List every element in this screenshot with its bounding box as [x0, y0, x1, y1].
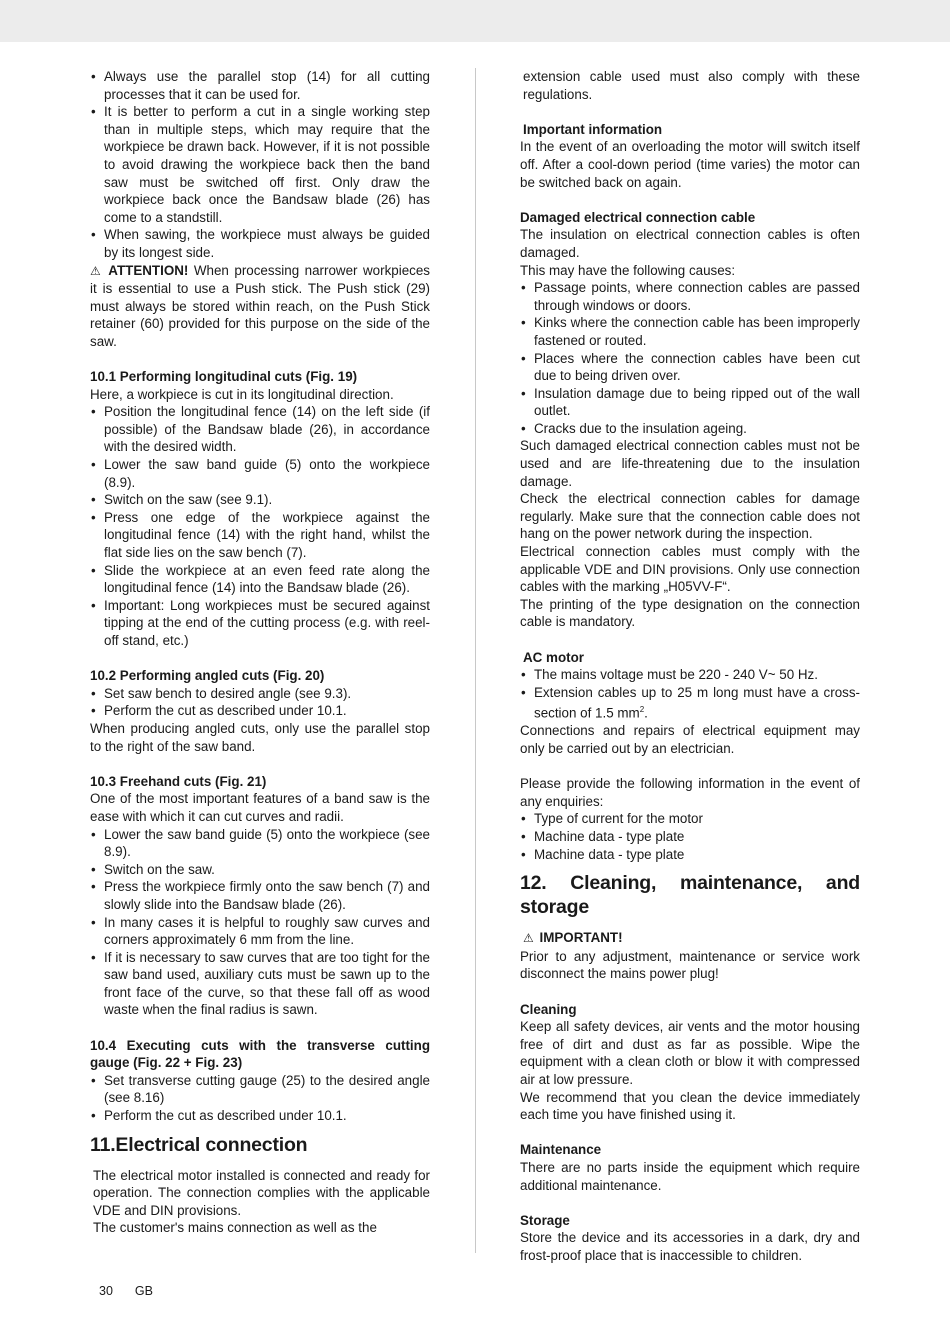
ac-motor-paragraph: Connections and repairs of electrical equipment may only be carried out by an electrician. — [520, 723, 860, 757]
section-12-heading: 12. Cleaning, maintenance, and storage — [520, 872, 860, 919]
storage-paragraph: Store the device and its accessories in a dark, dry and frost-proof place that is inaccessible to children. — [520, 1230, 860, 1263]
attention-paragraph — [90, 262, 430, 351]
page-number: 30 — [99, 1284, 113, 1298]
list-item: • Switch on the saw (see 9.1). — [90, 491, 430, 509]
damaged-cable-paragraph: Check the electrical connection cables for damage regularly. Make sure that the connection cable does not hang on the power network during the inspection. — [520, 491, 860, 542]
page-footer — [99, 1284, 175, 1298]
list-item: • Always use the parallel stop (14) for all cutting processes that it can be used for. — [90, 68, 430, 103]
list-item: • Set transverse cutting gauge (25) to the desired angle (see 8.16) — [90, 1072, 430, 1107]
damaged-cable-paragraph: The insulation on electrical connection cables is often damaged. — [520, 227, 860, 260]
list-item: • The mains voltage must be 220 - 240 V~ 50 Hz. — [520, 666, 860, 684]
ac-motor-list — [520, 666, 860, 722]
section-10-4-list — [90, 1072, 430, 1125]
section-10-1-intro: Here, a workpiece is cut in its longitudinal direction. — [90, 386, 394, 402]
list-item: • Machine data - type plate — [520, 846, 860, 864]
section-10-1-list — [90, 403, 430, 649]
list-item: • Press the workpiece firmly onto the saw bench (7) and slowly slide into the Bandsaw blade (26). — [90, 878, 430, 913]
attention-text: When processing narrower workpieces it is essential to use a Push stick. The Push stick (29) must always be stored within reach, on the Push Stick retainer (60) provided for this purpose on the side of the saw. — [90, 262, 430, 349]
list-item: • When sawing, the workpiece must always be guided by its longest side. — [90, 226, 430, 261]
maintenance-paragraph: There are no parts inside the equipment which require additional maintenance. — [520, 1159, 860, 1193]
section-10-4-title: 10.4 Executing cuts with the transverse cutting gauge (Fig. 22 + Fig. 23) — [90, 1037, 430, 1071]
section-11-heading: 11.Electrical connection — [90, 1133, 308, 1156]
section-10-1-title: 10.1 Performing longitudinal cuts (Fig. 19) — [90, 369, 358, 385]
list-item: • Perform the cut as described under 10.1. — [90, 702, 430, 720]
important-warning — [520, 929, 860, 948]
enquiries-paragraph: Please provide the following information in the event of any enquiries: — [520, 776, 860, 809]
list-item: • Perform the cut as described under 10.1. — [90, 1107, 430, 1125]
top-bar — [0, 0, 950, 42]
section-10-2-text: When producing angled cuts, only use the parallel stop to the right of the saw band. — [90, 720, 430, 754]
section-10-2-list — [90, 685, 430, 720]
ac-motor-title: AC motor — [523, 649, 584, 665]
right-column — [520, 68, 860, 1264]
list-item: • Places where the connection cables have been cut due to being driven over. — [520, 350, 860, 385]
warning-triangle-icon: ⚠ — [90, 263, 101, 278]
superscript: 2 — [639, 705, 645, 715]
section-10-3-intro: One of the most important features of a band saw is the ease with which it can cut curves and radii. — [90, 791, 430, 824]
list-item: • Cracks due to the insulation ageing. — [520, 420, 860, 438]
maintenance-title: Maintenance — [520, 1142, 602, 1158]
list-item: • Type of current for the motor — [520, 810, 860, 828]
continued-paragraph: extension cable used must also comply with these regulations. — [523, 69, 860, 102]
damaged-cable-paragraph: The printing of the type designation on the connection cable is mandatory. — [520, 596, 860, 630]
section-11-paragraph: The electrical motor installed is connected and ready for operation. The connection complies with the applicable VDE and DIN provisions. — [93, 1167, 430, 1218]
list-item: • If it is necessary to saw curves that are too tight for the saw band used, auxiliary cuts must be sawn up to the front face of the curve, so that these fall off as wood waste when the final radius is sawn. — [90, 949, 430, 1019]
cleaning-paragraph: We recommend that you clean the device immediately each time you have finished using it. — [520, 1089, 860, 1123]
ac-motor-cable-text: Extension cables up to 25 m long must have a cross-section of 1.5 mm — [534, 684, 860, 721]
damaged-cable-paragraph: This may have the following causes: — [520, 262, 736, 278]
important-text: Prior to any adjustment, maintenance or service work disconnect the mains power plug! — [520, 948, 860, 982]
warning-triangle-icon: ⚠ — [523, 931, 534, 946]
list-item: • Machine data - type plate — [520, 828, 860, 846]
column-divider — [475, 68, 476, 1253]
attention-label: ATTENTION! — [108, 262, 189, 278]
cleaning-title: Cleaning — [520, 1001, 577, 1017]
left-column — [90, 68, 430, 1237]
list-item: • Passage points, where connection cables are passed through windows or doors. — [520, 279, 860, 314]
damaged-cable-title: Damaged electrical connection cable — [520, 209, 756, 225]
list-item: • Position the longitudinal fence (14) on the left side (if possible) of the Bandsaw blade (26), in accordance with the desired width. — [90, 403, 430, 456]
section-10-2-title: 10.2 Performing angled cuts (Fig. 20) — [90, 668, 325, 684]
section-10-3-title: 10.3 Freehand cuts (Fig. 21) — [90, 773, 267, 789]
enquiries-list — [520, 810, 860, 863]
damaged-cable-paragraph: Such damaged electrical connection cables must not be used and are life-threatening due to the insulation damage. — [520, 438, 860, 489]
important-label: IMPORTANT! — [539, 930, 623, 946]
section-11-paragraph-cont: The customer's mains connection as well as the — [93, 1220, 377, 1236]
list-item — [520, 684, 860, 723]
language-code: GB — [134, 1284, 153, 1298]
list-item: • Kinks where the connection cable has been improperly fastened or routed. — [520, 314, 860, 349]
list-item: • Lower the saw band guide (5) onto the workpiece (see 8.9). — [90, 826, 430, 861]
list-item: • Important: Long workpieces must be secured against tipping at the end of the cutting process (e.g. with reel-off stand, etc.) — [90, 597, 430, 650]
storage-title: Storage — [520, 1212, 570, 1228]
important-information-title: Important information — [523, 121, 663, 137]
ac-motor-cable-end: . — [644, 705, 648, 721]
list-item: • Press one edge of the workpiece against the longitudinal fence (14) with the right hand, whilst the flat side lies on the saw bench (7). — [90, 509, 430, 562]
list-item: • Switch on the saw. — [90, 861, 430, 879]
section-10-3-list — [90, 826, 430, 1020]
cleaning-paragraph: Keep all safety devices, air vents and the motor housing free of dirt and dust as far as possible. Wipe the equipment with a clean cloth or blow it with compressed air at low pressure. — [520, 1019, 860, 1087]
damaged-cable-paragraph: Electrical connection cables must comply with the applicable VDE and DIN provisions. Only use connection cables with the marking „H05VV-F“. — [520, 544, 860, 595]
list-item: • It is better to perform a cut in a single working step than in multiple steps, which may require that the workpiece be drawn back. However, if it is not possible to avoid drawing the workpiece back then the band saw must be switched off first. Only draw the workpiece back once the Bandsaw blade (26) has come to a standstill. — [90, 103, 430, 226]
bullet-list-top — [90, 68, 430, 262]
damaged-cable-list — [520, 279, 860, 437]
list-item: • Slide the workpiece at an even feed rate along the longitudinal fence (14) into the Bandsaw blade (26). — [90, 562, 430, 597]
list-item: • Set saw bench to desired angle (see 9.3). — [90, 685, 430, 703]
list-item: • Insulation damage due to being ripped out of the wall outlet. — [520, 385, 860, 420]
important-information-text: In the event of an overloading the motor will switch itself off. After a cool-down period (time varies) the motor can be switched back on again. — [520, 139, 860, 190]
list-item: • Lower the saw band guide (5) onto the workpiece (8.9). — [90, 456, 430, 491]
list-item: • In many cases it is helpful to roughly saw curves and corners approximately 6 mm from the line. — [90, 914, 430, 949]
